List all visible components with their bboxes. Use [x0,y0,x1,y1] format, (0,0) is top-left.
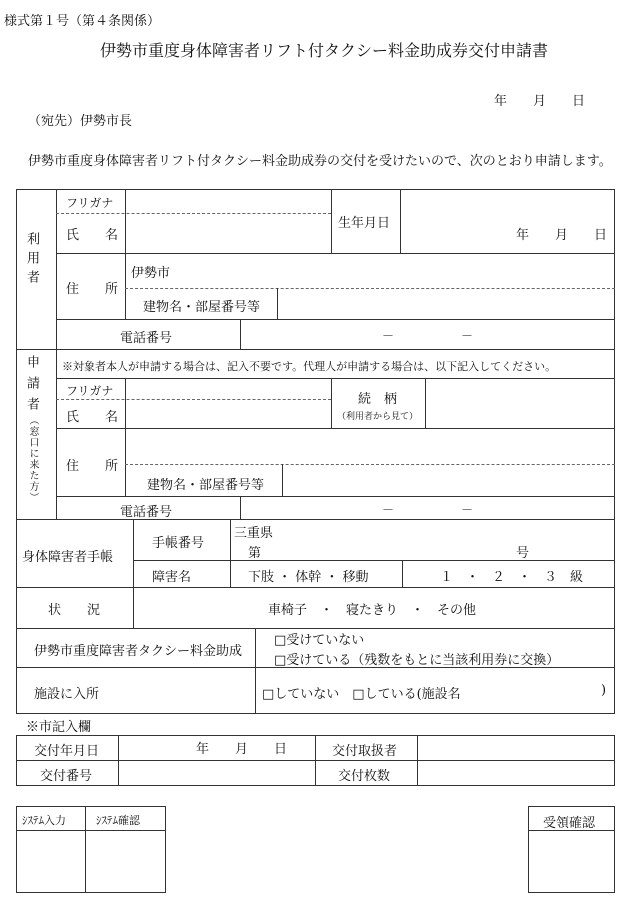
user-address-label: 住 所 [66,282,119,297]
handbook-go: 号 [516,546,530,561]
applicant-section-label: 申請者 [24,355,39,418]
handbook-number-label: 手帳番号 [152,536,205,551]
system-input-label: ｼｽﾃﾑ入力 [22,814,66,827]
grade-options[interactable]: １ ・ ２ ・ ３ 級 [440,570,584,585]
applicant-note: ※対象者本人が申請する場合は、記入不要です。代理人が申請する場合は、以下記入してください。 [62,360,557,373]
issue-count-label: 交付枚数 [338,769,391,784]
form-title: 伊勢市重度身体障害者リフト付タクシー料金助成券交付申請書 [100,41,549,60]
issue-date-label: 交付年月日 [34,744,100,759]
user-name-field[interactable] [128,216,328,250]
facility-close-paren: ) [601,683,607,698]
user-city[interactable]: 伊勢市 [131,266,171,281]
applicant-phone-label: 電話番号 [120,505,173,520]
user-furigana-field[interactable] [128,194,328,212]
status-label: 状 況 [48,603,101,618]
issue-date-value: 年 月 日 [196,742,288,757]
facility-label: 施設に入所 [34,687,100,702]
applicant-section-sublabel: （窓口に来た方） [27,415,38,503]
city-use-title: ※市記入欄 [26,720,92,735]
applicant-relation-label: 続 柄 [358,392,398,407]
subsidy-label: 伊勢市重度障害者タクシー料金助成 [34,644,243,659]
user-furigana-label: フリガナ [66,196,114,210]
applicant-name-label: 氏 名 [66,410,119,425]
user-building-label: 建物名・部屋番号等 [143,300,261,315]
system-check-label: ｼｽﾃﾑ確認 [96,814,140,827]
application-date: 年 月 日 [494,94,586,109]
subsidy-option-received[interactable]: □受けている（残数をもとに当該利用券に交換） [274,653,560,668]
user-birth-date[interactable]: 年 月 日 [516,228,608,243]
issue-number-label: 交付番号 [40,769,93,784]
subsidy-option-not-received[interactable]: □受けていない [274,633,365,648]
applicant-address-label: 住 所 [66,459,119,474]
receipt-check-label: 受領確認 [543,816,596,831]
user-birth-label: 生年月日 [338,216,391,231]
applicant-relation-sublabel: （利用者から見て） [337,412,419,422]
user-name-label: 氏 名 [66,228,119,243]
handler-label: 交付取扱者 [332,744,398,759]
applicant-furigana-label: フリガナ [66,384,114,398]
applicant-phone-dash-1: － [382,503,395,517]
facility-options[interactable]: □していない □している(施設名 [262,687,461,702]
applicant-phone-dash-2: － [461,503,474,517]
disability-options[interactable]: 下肢 ・ 体幹 ・ 移動 [248,570,369,585]
disability-label: 障害名 [152,570,192,585]
status-options[interactable]: 車椅子 ・ 寝たきり ・ その他 [268,603,477,618]
user-phone-dash-1: － [382,329,395,343]
form-number: 様式第１号（第４条関係） [4,14,161,29]
handbook-dai: 第 [248,546,262,561]
handbook-label: 身体障害者手帳 [22,550,114,565]
user-section-label: 利用者 [24,232,39,289]
applicant-building-label: 建物名・部屋番号等 [147,478,265,493]
user-phone-dash-2: － [461,329,474,343]
handbook-prefecture: 三重県 [234,526,274,541]
addressee: （宛先）伊勢市長 [28,114,133,129]
user-phone-label: 電話番号 [120,331,173,346]
intro-text: 伊勢市重度身体障害者リフト付タクシー料金助成券の交付を受けたいので、次のとおり申請します。 [28,154,612,169]
